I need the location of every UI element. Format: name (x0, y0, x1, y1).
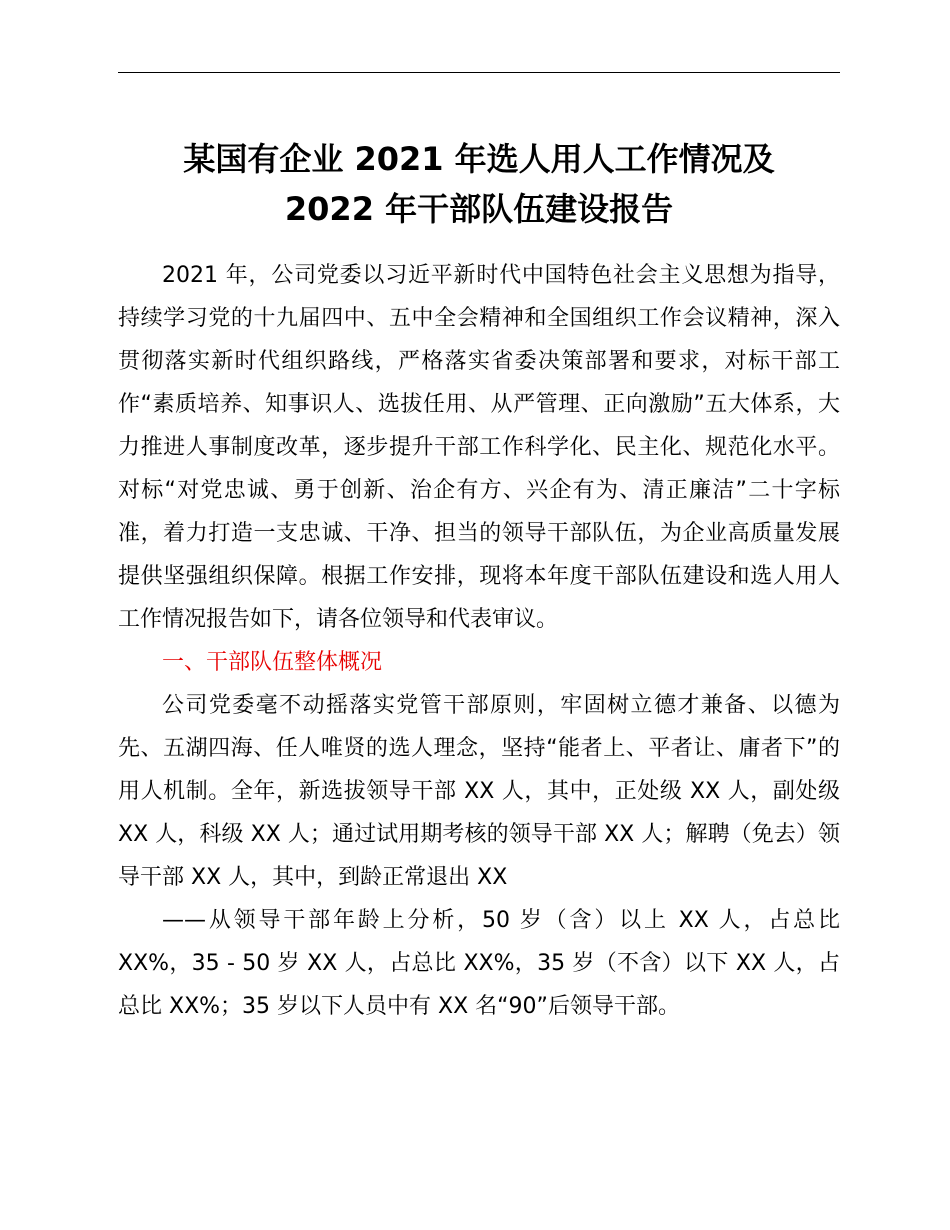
document-body (118, 254, 840, 1028)
section-body-paragraph: 公司党委毫不动摇落实党管干部原则，牢固树立德才兼备、以德为先、五湖四海、任人唯贤的选人理念，坚持“能者上、平者让、庸者下”的用人机制。全年，新选拔领导干部 XX 人，其中，正处级 XX 人，副处级 XX 人，科级 XX 人；通过试用期考核的领导干部 XX 人；解聘（免去）领导干部 XX 人，其中，到龄正常退出 XX (118, 693, 840, 890)
title-line-1: 某国有企业 2021 年选人用人工作情况及 (183, 140, 775, 178)
document-title (118, 134, 840, 234)
title-line-2: 2022 年干部队伍建设报告 (284, 190, 674, 228)
section-heading-cadre-overview: 一、干部队伍整体概况 (162, 650, 383, 675)
header-rule (118, 72, 840, 73)
intro-paragraph: 2021 年，公司党委以习近平新时代中国特色社会主义思想为指导，持续学习党的十九届四中、五中全会精神和全国组织工作会议精神，深入贯彻落实新时代组织路线，严格落实省委决策部署和要求，对标干部工作“素质培养、知事识人、选拔任用、从严管理、正向激励”五大体系，大力推进人事制度改革，逐步提升干部工作科学化、民主化、规范化水平。对标“对党忠诚、勇于创新、治企有方、兴企有为、清正廉洁”二十字标准，着力打造一支忠诚、干净、担当的领导干部队伍，为企业高质量发展提供坚强组织保障。根据工作安排，现将本年度干部队伍建设和选人用人工作情况报告如下，请各位领导和代表审议。 (118, 263, 840, 632)
age-analysis-paragraph: ——从领导干部年龄上分析，50 岁（含）以上 XX 人，占总比 XX%，35 - 50 岁 XX 人，占总比 XX%，35 岁（不含）以下 XX 人，占总比 XX%；35 岁以下人员中有 XX 名“90”后领导干部。 (118, 908, 840, 1019)
